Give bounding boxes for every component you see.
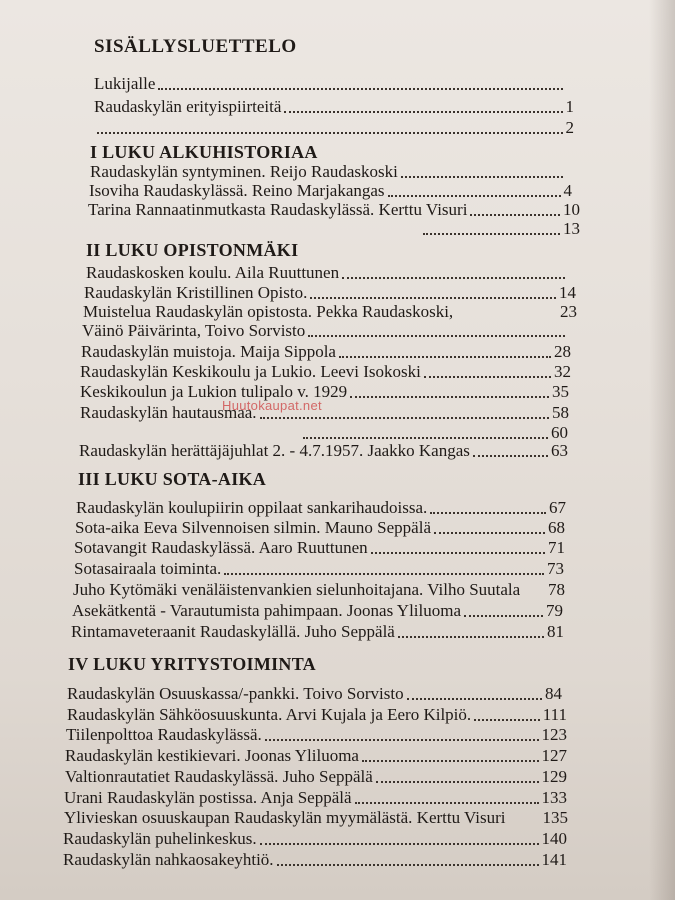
leader-dots [398,632,544,638]
toc-entry [90,162,574,182]
leader-dots [423,229,560,235]
toc-entry [65,746,567,766]
entry-page: 67 [549,498,566,517]
entry-page: 35 [552,382,569,401]
entry-page: 129 [541,767,567,786]
chapter-heading: I LUKU ALKUHISTORIAA [90,142,318,162]
toc-entry [74,559,564,579]
chapter-heading: II LUKU OPISTONMÄKI [86,240,299,260]
entry-title: Raudaskylän syntyminen. Reijo Raudaskoski [90,162,398,181]
watermark-text: Huutokaupat.net [222,398,322,413]
toc-entry [94,74,574,94]
entry-page: 60 [551,423,568,442]
entry-title: Raudaskylän herättäjäjuhlat 2. - 4.7.1957. Jaakko Kangas [79,441,470,460]
entry-title: Raudaskylän Kristillinen Opisto. [84,283,308,302]
entry-page: 123 [541,725,567,744]
toc-entry [420,219,580,239]
entry-title: Raudaskylän hautausmaa. [80,403,257,422]
entry-page: 13 [563,219,580,238]
entry-title: Sotasairaala toiminta. [74,559,222,578]
entry-title: Raudaskylän Osuuskassa/-pankki. Toivo Sorvisto [67,684,404,703]
toc-entry [83,302,577,322]
entry-page: 127 [541,746,567,765]
entry-page: 63 [551,441,568,460]
leader-dots [158,84,563,90]
toc-entry [94,97,574,117]
toc-entry [65,767,567,787]
entry-title: Valtionrautatiet Raudaskylässä. Juho Seppälä [65,767,373,786]
leader-dots [260,413,549,419]
page-edge-shadow [649,0,675,900]
toc-entry [82,321,576,341]
entry-title: Raudaskosken koulu. Aila Ruuttunen [86,263,340,282]
leader-dots [456,314,557,318]
entry-title: Tarina Rannaatinmutkasta Raudaskylässä. Kerttu Visuri [88,200,468,219]
chapter-heading: IV LUKU YRITYSTOIMINTA [68,654,316,674]
toc-entry [75,518,565,538]
toc-entry [66,725,567,745]
leader-dots [97,128,563,134]
entry-page: 71 [548,538,565,557]
toc-entry [74,538,565,558]
toc-entry [79,441,568,461]
leader-dots [339,352,551,358]
toc-entry [67,684,562,704]
entry-page: 4 [563,181,572,200]
toc-entry [94,118,574,138]
entry-page: 140 [541,829,567,848]
leader-dots [434,528,545,534]
leader-dots [473,451,548,457]
entry-title: Sotavangit Raudaskylässä. Aaro Ruuttunen [74,538,368,557]
entry-page: 111 [542,705,567,724]
entry-title: Raudaskylän nahkaosakeyhtiö. [63,850,274,869]
entry-title: Tiilenpolttoa Raudaskylässä. [66,725,262,744]
leader-dots [376,777,539,783]
leader-dots [401,172,563,178]
entry-page: 10 [563,200,580,219]
leader-dots [303,433,548,439]
entry-page: 84 [545,684,562,703]
leader-dots [342,273,565,279]
toc-entry [73,580,565,600]
entry-page: 14 [559,283,576,302]
entry-page: 79 [546,601,563,620]
entry-title: Raudaskylän puhelinkeskus. [63,829,257,848]
toc-entry [80,403,569,423]
entry-title: Raudaskylän muistoja. Maija Sippola [81,342,336,361]
entry-page: 58 [552,403,569,422]
toc-entry [80,362,571,382]
leader-dots [371,548,545,554]
entry-page: 32 [554,362,571,381]
entry-title: Väinö Päivärinta, Toivo Sorvisto [82,321,306,340]
entry-title: Lukijalle [94,74,156,93]
entry-page: 68 [548,518,565,537]
entry-page: 135 [542,808,568,827]
toc-entry [300,423,568,443]
toc-entry [86,263,576,283]
entry-page: 1 [565,97,574,116]
entry-page: 2 [565,118,574,137]
toc-entry [64,788,567,808]
entry-title: Raudaskylän Sähköosuuskunta. Arvi Kujala ja Eero Kilpiö. [67,705,472,724]
entry-title: Raudaskylän koulupiirin oppilaat sankarihaudoissa. [76,498,428,517]
toc-entry [63,850,567,870]
leader-dots [474,715,540,721]
leader-dots [470,210,560,216]
toc-entry [89,181,572,201]
leader-dots [430,508,546,514]
entry-title: Urani Raudaskylän postissa. Anja Seppälä [64,788,352,807]
leader-dots [350,392,549,398]
entry-page: 73 [547,559,564,578]
leader-dots [407,694,542,700]
entry-title: Juho Kytömäki venäläistenvankien sielunhoitajana. Vilho Suutala [73,580,521,599]
toc-entry [63,829,567,849]
entry-title: Muistelua Raudaskylän opistosta. Pekka Raudaskoski, [83,302,454,321]
leader-dots [308,331,565,337]
leader-dots [284,107,562,113]
entry-title: Isoviha Raudaskylässä. Reino Marjakangas [89,181,385,200]
leader-dots [464,611,543,617]
toc-entry [81,342,571,362]
toc-entry [71,622,564,642]
toc-entry [67,705,567,725]
entry-page: 133 [541,788,567,807]
entry-title: Sota-aika Eeva Silvennoisen silmin. Mauno Seppälä [75,518,431,537]
leader-dots [509,820,540,824]
leader-dots [355,798,539,804]
entry-title: Rintamaveteraanit Raudaskylällä. Juho Seppälä [71,622,395,641]
entry-page: 81 [547,622,564,641]
entry-title: Raudaskylän erityispiirteitä [94,97,282,116]
entry-page: 28 [554,342,571,361]
toc-entry [80,382,569,402]
leader-dots [388,191,561,197]
leader-dots [310,293,556,299]
entry-page: 78 [548,580,565,599]
entry-page: 141 [541,850,567,869]
leader-dots [265,735,539,741]
entry-title: Ylivieskan osuuskaupan Raudaskylän myymälästä. Kerttu Visuri [64,808,506,827]
leader-dots [424,372,551,378]
entry-title: Raudaskylän kestikievari. Joonas Yliluoma [65,746,359,765]
entry-title: Asekätkentä - Varautumista pahimpaan. Joonas Yliluoma [72,601,462,620]
toc-entry [64,808,568,828]
leader-dots [362,756,539,762]
leader-dots [277,860,539,866]
entry-title: Keskikoulun ja Lukion tulipalo v. 1929 [80,382,348,401]
toc-entry [76,498,566,518]
toc-entry [84,283,576,303]
entry-page: 23 [560,302,577,321]
toc-entry [88,200,580,220]
toc-title: SISÄLLYSLUETTELO [94,36,297,57]
leader-dots [224,569,544,575]
leader-dots [260,839,539,845]
entry-title: Raudaskylän Keskikoulu ja Lukio. Leevi Isokoski [80,362,421,381]
chapter-heading: III LUKU SOTA-AIKA [78,469,267,489]
toc-entry [72,601,563,621]
leader-dots [523,592,545,596]
